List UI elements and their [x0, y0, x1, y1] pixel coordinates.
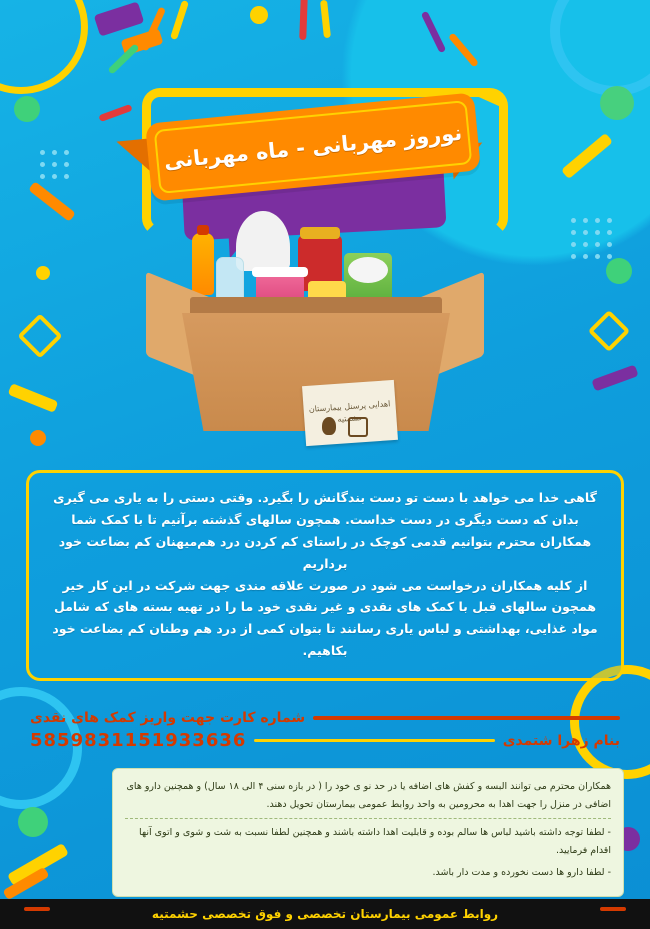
notes-panel — [112, 768, 624, 897]
donation-card-block — [30, 710, 620, 755]
decor-ray-5 — [421, 11, 447, 54]
decor-bar-yellow-left-low — [8, 383, 59, 413]
note-item-3: - لطفا دارو ها دست نخورده و مدت دار باشد. — [432, 867, 611, 879]
goods-oil-bottle-cap — [197, 225, 209, 235]
decor-dot-green-bottomleft — [18, 807, 48, 837]
poster-title: نوروز مهربانی - ماه مهربانی — [162, 120, 464, 174]
decor-bar-purple-right — [591, 364, 638, 391]
decor-dot-yellow-top — [250, 6, 268, 24]
divider-red-left — [313, 716, 620, 720]
decor-dot-green-right — [606, 258, 632, 284]
goods-pink-cup-lid — [252, 267, 308, 277]
decor-dot-orange-left-low — [30, 430, 46, 446]
card-number-row — [30, 730, 620, 751]
card-holder: بنام زهرا شتمدی — [502, 732, 620, 749]
fragile-icon — [322, 417, 336, 435]
card-number[interactable]: 5859831151933636 — [30, 730, 247, 751]
message-card — [26, 470, 624, 681]
decor-bar-orange-bottomleft — [2, 867, 49, 901]
decor-dot-yellow-left — [36, 266, 50, 280]
decor-diamond-left — [17, 313, 62, 358]
decor-ray-2 — [170, 0, 189, 40]
card-title-row — [30, 710, 620, 726]
decor-ray-3 — [299, 0, 308, 40]
donation-box-illustration — [152, 205, 482, 460]
decor-bar-yellow-bottomleft — [7, 843, 69, 886]
goods-white-tub — [348, 257, 388, 283]
note-item-2: - لطفا توجه داشته باشید لباس ها سالم بوده و قابلیت اهدا داشته باشند و همچنین لطفا نسبت به شت و شوی و اتوی آنها اقدام فرمایید. — [125, 818, 611, 859]
note-item-1: همکاران محترم می توانند البسه و کفش های اضافه یا در حد نو ی خود را ( در بازه سنی ۴ الی ۱۸ سال) و همچنین دارو های اضافی در منزل را جهت اهدا به محرومین به واحد روابط عمومی بیمارستان تحویل دهند. — [126, 781, 611, 810]
recycle-icon — [348, 417, 368, 437]
box-note-label: اهدایی پرسنل بیمارستان حشمتیه — [302, 380, 398, 446]
goods-white-bag — [236, 211, 290, 271]
decor-square-purple-top — [94, 1, 145, 36]
goods-jar-lid — [300, 227, 340, 239]
poster-footer — [0, 899, 650, 929]
divider-yellow — [254, 739, 494, 742]
message-paragraph-2: از کلیه همکاران درخواست می شود در صورت علاقه مندی جهت شرکت در این کار خیر همچون سالهای قبل با کمک های نقدی و غیر نقدی خود ما را در تهیه بسته های که شامل مواد غذایی، بهداشتی و لباس یاری رسانند تا بتوان کمی از درد هم وطنان کم بضاعت خود بکاهیم. — [52, 577, 598, 659]
card-title: شماره کارت جهت واریز کمک های نقدی — [30, 710, 306, 726]
decor-ray-1 — [141, 7, 166, 52]
footer-text: روابط عمومی بیمارستان تخصصی و فوق تخصصی حشمتیه — [151, 907, 499, 921]
decor-diamond-right — [588, 310, 630, 352]
goods-oil-bottle — [192, 233, 214, 295]
decor-ray-4 — [320, 0, 331, 38]
poster-header — [0, 52, 650, 227]
message-paragraph-1: گاهی خدا می خواهد با دست تو دست بندگانش را بگیرد. وقتی دستی را به یاری می گیری بدان که دست دیگری در دست خداست. همچون سالهای گذشته برآنیم تا با کمک شما همکاران محترم بتوانیم قدمی کوچک در راستای کم کردن درد هم‌میهنان کم بضاعت خود برداریم — [53, 490, 597, 571]
